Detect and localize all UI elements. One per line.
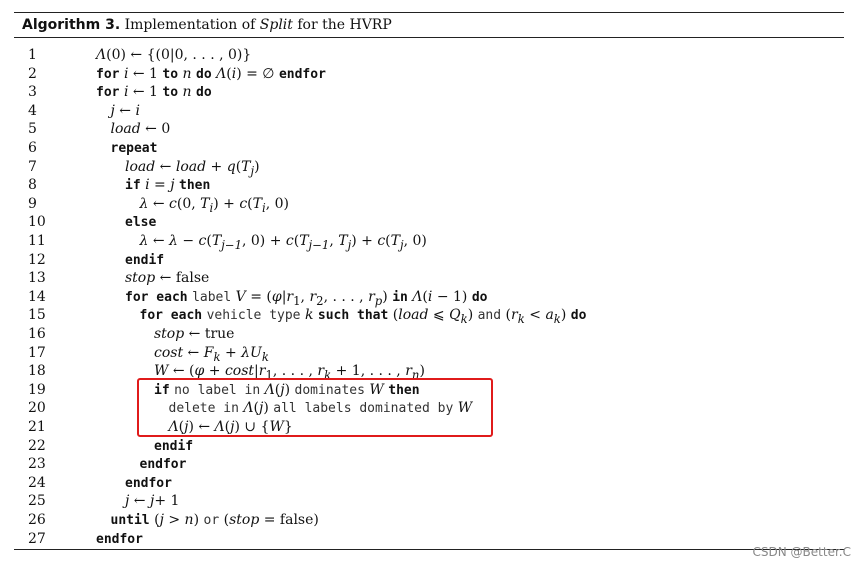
line-number: 17 bbox=[28, 344, 46, 361]
algorithm-line: W ← ($\varphi + \cos t|r_1$, . . . , $r_k + 1$, . . . , $r_n$) bbox=[154, 363, 425, 382]
line-number: 21 bbox=[28, 419, 46, 435]
line-number: 27 bbox=[28, 530, 46, 547]
line-number: 13 bbox=[28, 270, 46, 287]
algorithm-line: stop ← false bbox=[125, 270, 210, 287]
caption-text-italic: Split bbox=[259, 17, 293, 33]
algorithm-line: if no label in Λ(j) dominates W then bbox=[154, 381, 420, 398]
algorithm-line: j ← j+ 1 bbox=[125, 493, 180, 510]
algorithm-line: stop ← true bbox=[154, 326, 235, 342]
line-number: 1 bbox=[28, 47, 37, 63]
bottom-rule bbox=[14, 549, 844, 550]
algorithm-line: Λ(j) ← Λ(j) ∪ {W} bbox=[168, 419, 293, 435]
algorithm-caption bbox=[22, 17, 392, 33]
line-number: 7 bbox=[28, 158, 37, 175]
line-number: 8 bbox=[28, 177, 37, 194]
line-number: 14 bbox=[28, 288, 46, 305]
line-number: 5 bbox=[28, 121, 37, 138]
watermark: CSDN @Better.C bbox=[752, 545, 851, 559]
line-number: 15 bbox=[28, 307, 46, 324]
line-number: 3 bbox=[28, 84, 37, 101]
line-number: 2 bbox=[28, 65, 37, 82]
caption-rule bbox=[14, 37, 844, 38]
algorithm-line: cost ← $F_k + \lambda U_k$ bbox=[154, 344, 269, 364]
line-number: 12 bbox=[28, 251, 46, 268]
caption-text-pre: Implementation of bbox=[120, 17, 260, 33]
highlight-box bbox=[137, 378, 493, 437]
line-number: 4 bbox=[28, 102, 37, 119]
top-rule bbox=[14, 12, 844, 13]
algorithm-line: endif bbox=[154, 438, 194, 454]
algorithm-line: for each vehicle type k such that (load ⩽ $Q_k$) and $(r_k < a_k)$ do bbox=[139, 307, 587, 327]
line-number: 10 bbox=[28, 214, 46, 231]
algorithm-line: Λ(0) ← {(0|0, . . . , 0)} bbox=[96, 47, 252, 63]
line-number: 19 bbox=[28, 381, 46, 398]
algorithm-line: endif bbox=[125, 252, 165, 268]
line-number: 6 bbox=[28, 140, 37, 156]
line-number: 22 bbox=[28, 437, 46, 454]
algorithm-line: for i ← 1 to n do bbox=[96, 84, 212, 101]
algorithm-line: until (j > n) or (stop = false) bbox=[110, 512, 319, 528]
caption-label: Algorithm 3. bbox=[22, 17, 121, 33]
algorithm-line: endfor bbox=[96, 531, 143, 547]
caption-text-post: for the HVRP bbox=[292, 17, 392, 33]
algorithm-line: endfor bbox=[125, 475, 172, 491]
algorithm-line: delete in Λ(j) all labels dominated by W bbox=[168, 400, 473, 417]
algorithm-line: j ← i bbox=[110, 102, 140, 119]
line-number: 26 bbox=[28, 512, 46, 528]
line-number: 25 bbox=[28, 493, 46, 510]
algorithm-line: if i = j then bbox=[125, 177, 211, 194]
algorithm-line: repeat bbox=[110, 141, 158, 156]
line-number: 11 bbox=[28, 233, 46, 249]
algorithm-line: load ← 0 bbox=[110, 121, 171, 138]
algorithm-line: λ ← c(0, $T_i) + c(T_i$, 0) bbox=[139, 195, 289, 215]
line-number: 16 bbox=[28, 326, 46, 342]
line-number: 20 bbox=[28, 400, 46, 417]
algorithm-line: endfor bbox=[139, 457, 187, 473]
algorithm-line: load ← load + $q(T_j)$ bbox=[125, 158, 260, 178]
algorithm-line: for each label $V = (\varphi|r_1$, $r_2$, . . . , $r_p$) in Λ(i − 1) do bbox=[125, 288, 488, 308]
line-number: 23 bbox=[28, 456, 46, 473]
algorithm-line: λ ← $\lambda - c(T_{j-1}$, $0) + c(T_{j-1}$, $T_j) + c(T_j$, 0) bbox=[139, 233, 427, 252]
algorithm-line: for i ← 1 to n do Λ(i) = ∅ endfor bbox=[96, 65, 326, 82]
line-number: 9 bbox=[28, 195, 37, 212]
algorithm-line: else bbox=[125, 215, 157, 231]
line-number: 24 bbox=[28, 474, 46, 491]
line-number: 18 bbox=[28, 363, 46, 380]
